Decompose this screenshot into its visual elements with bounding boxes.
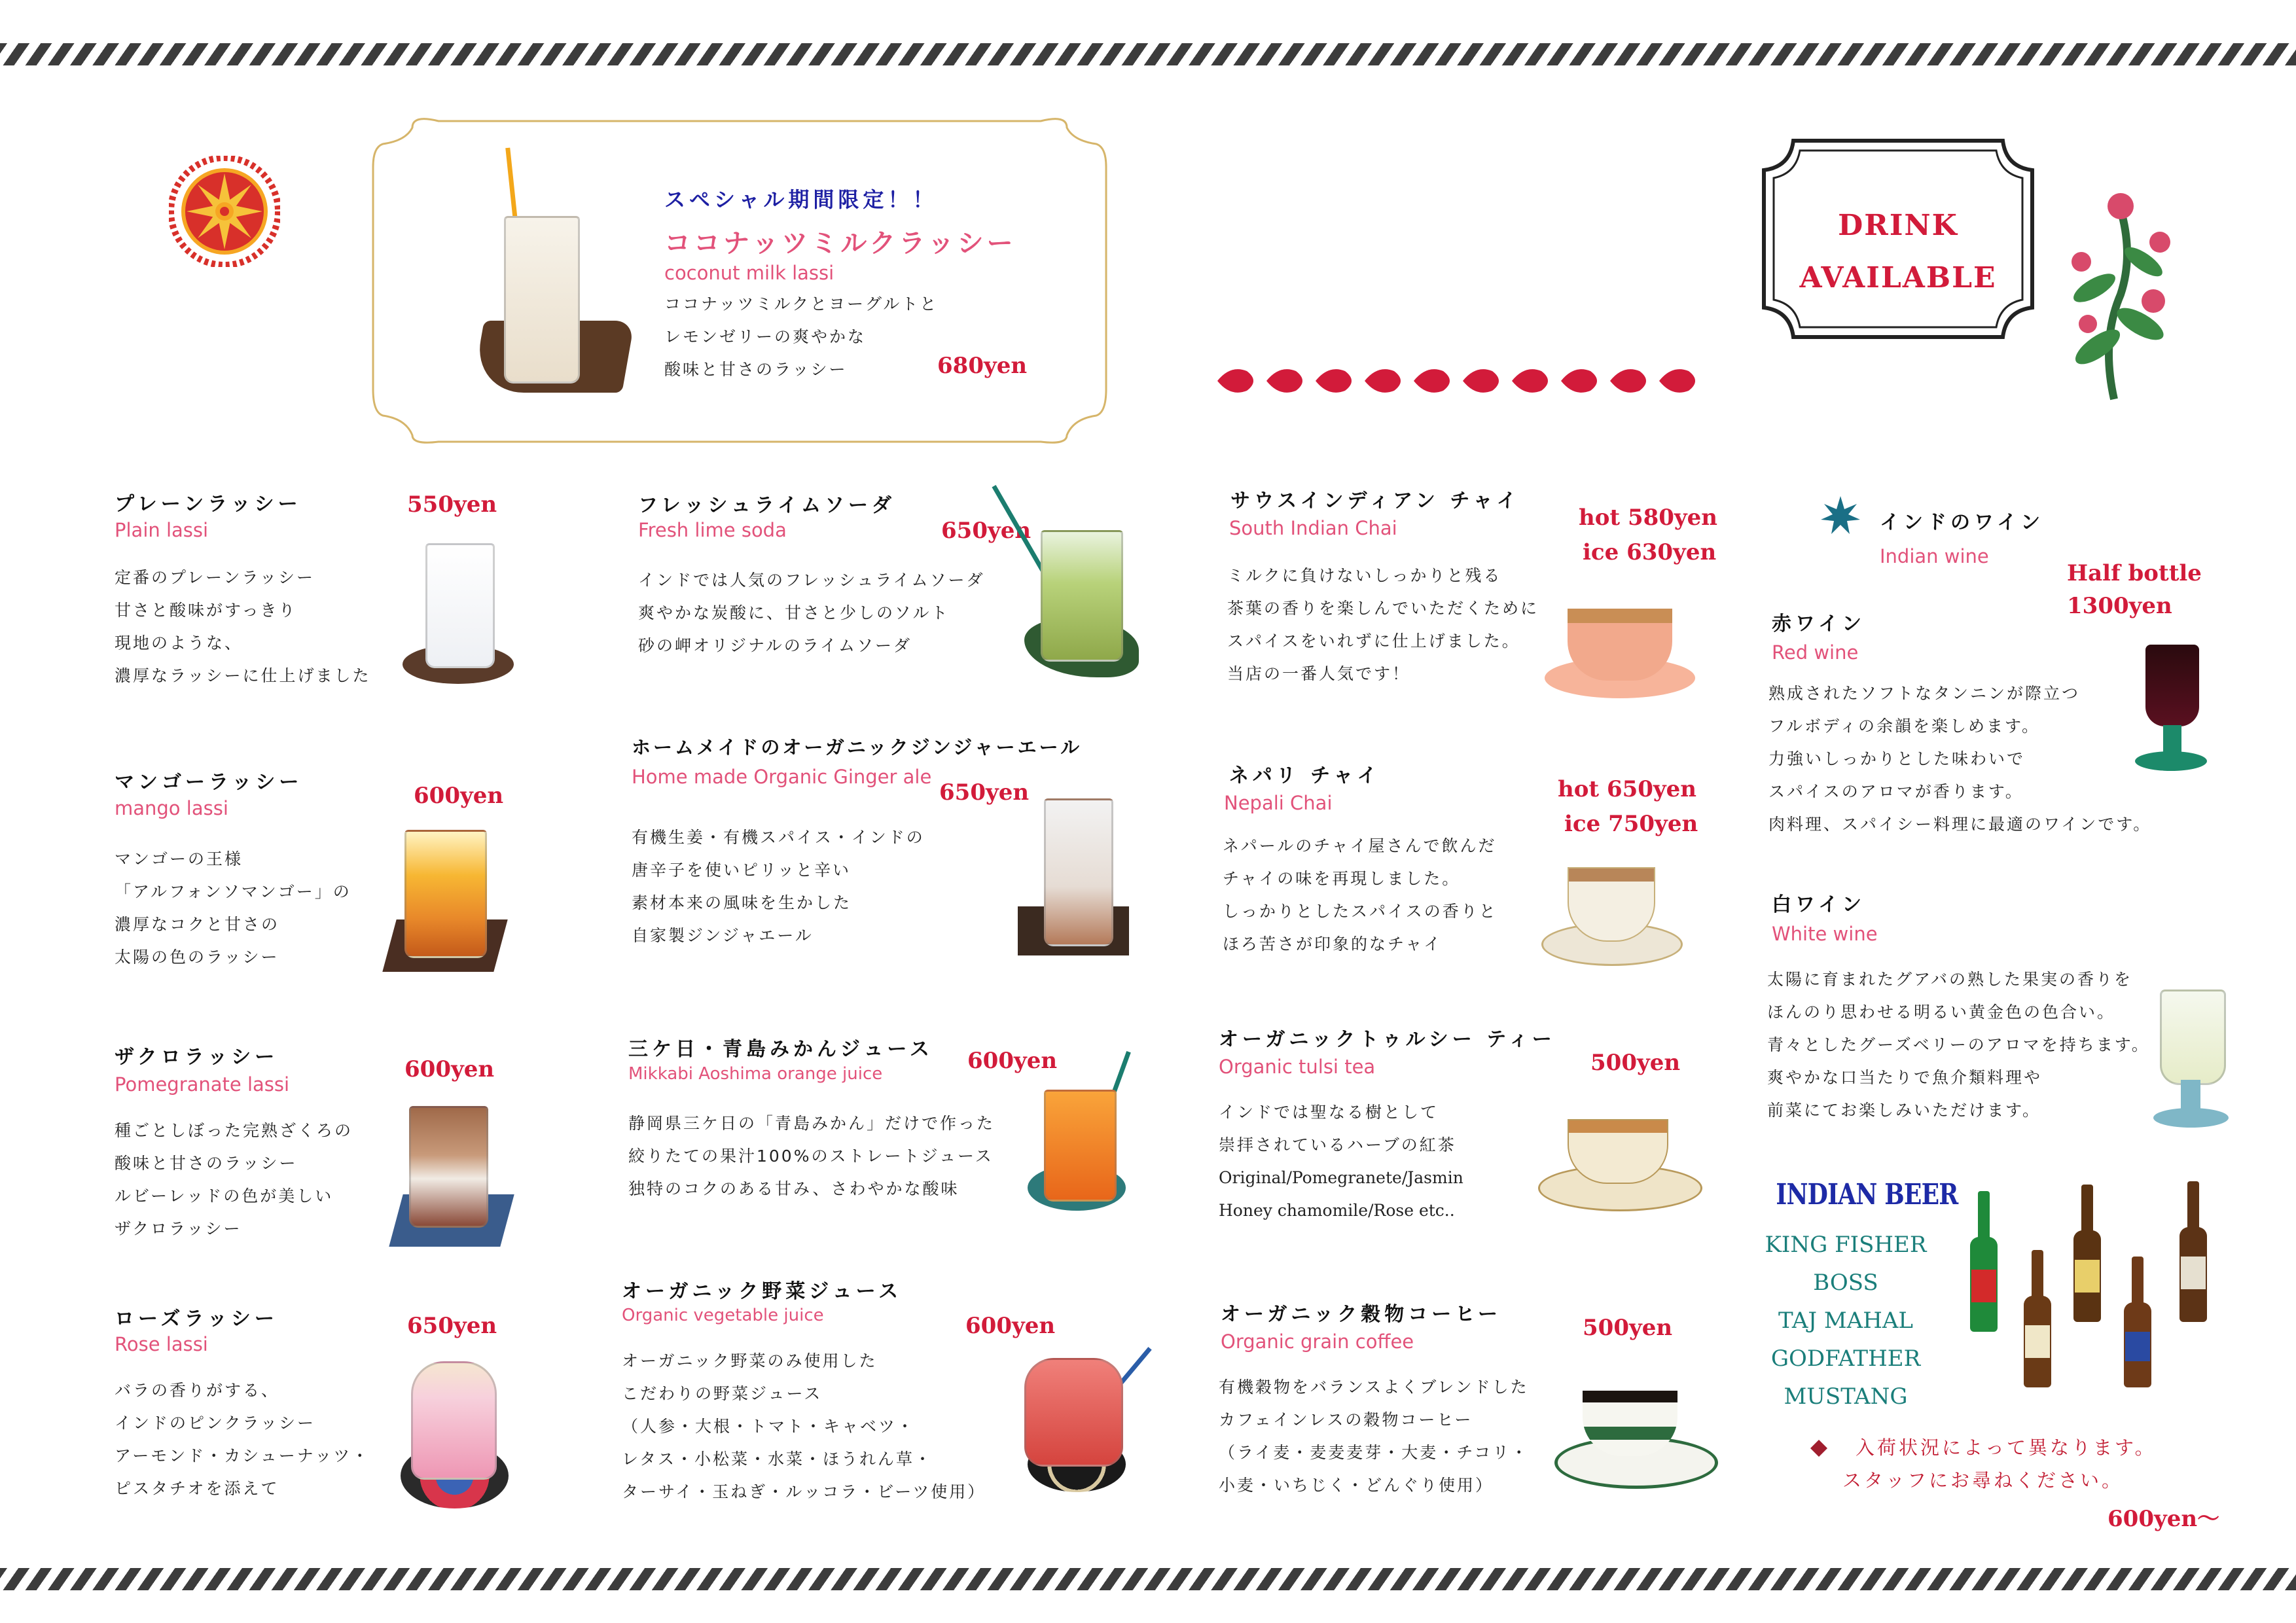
desc-line: 太陽に育まれたグアバの熟した果実の香りを [1767,970,2133,989]
desc-line: 甘さと酸味がすっきり [115,601,297,620]
desc-line: 独特のコクのある甘み、さわやかな酸味 [628,1179,960,1198]
taj-mahal-label [2075,1260,2100,1293]
desc-line: 現地のような、 [115,633,243,652]
white-wine-glass [2160,990,2226,1085]
item-price-hot: hot 580yen [1579,505,1718,531]
wine-price-label: Half bottle [2067,560,2202,586]
coconut-lassi-glass [504,216,580,383]
desc-line: 濃厚なラッシーに仕上げました [115,666,371,685]
item-desc [115,843,351,974]
item-name: マンゴーラッシー [115,771,303,794]
item-price: 600yen [965,1313,1056,1339]
desc-line: スパイスのアロマが香ります。 [1768,782,2024,801]
rose-lassi-glass [411,1361,497,1480]
item-name: ザクロラッシー [115,1046,279,1069]
white-wine-glass-base [2153,1108,2229,1128]
badge-line-drink: DRINK [1838,209,1958,242]
item-price-ice: ice 630yen [1583,539,1717,565]
special-english: coconut milk lassi [664,262,834,284]
item-english: Plain lassi [115,519,209,541]
item-desc [1219,1371,1529,1502]
item-price: 650yen [939,779,1030,806]
beer-note-line2: スタッフにお尋ねください。 [1842,1469,2124,1491]
red-wine-glass [2145,645,2199,726]
lime-soda-glass [1041,530,1123,662]
orange-juice-glass [1044,1090,1117,1202]
mango-lassi-glass [404,830,487,958]
wine-name: 白ワイン [1772,893,1866,916]
desc-line: 砂の岬オリジナルのライムソーダ [638,636,912,655]
item-price: 600yen [967,1048,1058,1074]
desc-line: 崇拝されているハーブの紅茶 [1219,1135,1456,1154]
badge-line-available: AVAILABLE [1799,261,1997,294]
desc-line: （ライ麦・麦麦麦芽・大麦・チコリ・ [1219,1443,1530,1462]
desc-line: チャイの味を再現しました。 [1223,869,1461,888]
desc-line: レモンゼリーの爽やかな [664,327,867,346]
beer-brand-list [1761,1226,1931,1416]
special-desc [664,288,938,386]
red-wine-glass-base [2135,751,2207,771]
south-indian-chai-cup [1568,609,1672,681]
wine-heading-english: Indian wine [1880,545,1989,567]
desc-line: 熟成されたソフトなタンニンが際立つ [1768,684,2081,703]
diamond-bullet-icon [1810,1440,1827,1457]
item-desc [1219,1096,1463,1227]
floral-ornament-icon [2062,183,2179,406]
star-burst-icon [1821,496,1860,535]
item-price: 500yen [1590,1050,1681,1076]
item-price: 650yen [941,518,1031,544]
desc-line: ターサイ・玉ねぎ・ルッコラ・ビーツ使用） [622,1482,986,1501]
item-name: オーガニックトゥルシー ティー [1219,1028,1556,1051]
wine-desc [1767,963,2150,1127]
desc-line: 定番のプレーンラッシー [115,568,315,587]
boss-label [2025,1325,2050,1358]
tulsi-tea-cup [1568,1119,1668,1184]
desc-line: 力強いしっかりとした味わいで [1768,749,2026,768]
desc-line: カフェインレスの穀物コーヒー [1219,1410,1473,1429]
desc-line: 茶葉の香りを楽しんでいただくために [1227,599,1539,618]
beer-brand: GODFATHER [1770,1346,1921,1372]
wine-name: 赤ワイン [1772,613,1866,635]
beer-brand: KING FISHER [1765,1232,1927,1258]
desc-line: ルビーレッドの色が美しい [115,1186,334,1205]
godfather-label [2125,1332,2150,1361]
desc-line: スパイスをいれずに仕上げました。 [1227,632,1520,651]
item-english: Rose lassi [115,1333,208,1355]
vegetable-juice-glass [1024,1358,1123,1467]
desc-line: インドでは人気のフレッシュライムソーダ [638,571,985,590]
desc-line: フルボディの余韻を楽しめます。 [1768,717,2041,736]
desc-line: レタス・小松菜・水菜・ほうれん草・ [622,1450,933,1469]
mustang-label [2181,1257,2206,1289]
item-price: 600yen [414,783,504,809]
item-english: Home made Organic Ginger ale [632,766,932,788]
badge-text [1754,200,2042,304]
beer-brand: TAJ MAHAL [1778,1308,1913,1334]
desc-line: 唐辛子を使いピリッと辛い [632,861,852,880]
desc-line: 肉料理、スパイシー料理に最適のワインです。 [1768,815,2152,834]
desc-line: 素材本来の風味を生かした [632,893,852,912]
item-english: Organic tulsi tea [1219,1056,1376,1078]
item-desc [1223,830,1498,961]
item-desc [628,1107,995,1205]
beer-note-line1: 入荷状況によって異なります。 [1856,1436,2157,1459]
item-desc [115,1374,370,1505]
item-name: ホームメイドのオーガニックジンジャーエール [632,736,1083,758]
item-price: 600yen [404,1056,495,1082]
desc-line: アーモンド・カシューナッツ・ [115,1446,370,1465]
desc-line: 「アルフォンソマンゴー」の [115,882,351,901]
item-english: Fresh lime soda [638,519,787,541]
grain-coffee-cup [1583,1391,1677,1456]
bottom-stripe-border [0,1568,2296,1590]
desc-line: 濃厚なコクと甘さの [115,915,280,934]
item-name: プレーンラッシー [115,493,302,516]
desc-line: ほろ苦さが印象的なチャイ [1223,935,1443,954]
desc-line: 種ごとしぼった完熟ざくろの [115,1121,353,1140]
desc-line: Honey chamomile/Rose etc.. [1219,1201,1455,1220]
item-price: 550yen [407,491,497,518]
desc-line: 太陽の色のラッシー [115,948,279,967]
wine-price: 1300yen [2067,593,2172,619]
desc-line: マンゴーの王様 [115,849,243,868]
item-name: ローズラッシー [115,1308,278,1330]
wine-desc [1768,677,2151,841]
desc-line: 自家製ジンジャエール [632,926,814,945]
item-desc [115,562,371,692]
desc-line: 爽やかな口当たりで魚介類料理や [1767,1068,2043,1087]
item-desc [632,821,925,952]
item-price-hot: hot 650yen [1558,776,1697,802]
item-name: ネパリ チャイ [1229,764,1381,787]
desc-line: 酸味と甘さのラッシー [115,1154,298,1173]
desc-line: ザクロラッシー [115,1219,242,1238]
desc-line: 静岡県三ケ日の「青島みかん」だけで作った [628,1114,996,1133]
item-price-ice: ice 750yen [1564,811,1698,837]
desc-line: 小麦・いちじく・どんぐり使用） [1219,1476,1494,1495]
item-price: 500yen [1583,1315,1673,1341]
desc-line: 爽やかな炭酸に、甘さと少しのソルト [638,603,950,622]
pomegranate-lassi-glass [409,1106,488,1228]
desc-line: 当店の一番人気です！ [1227,664,1411,683]
wine-english: Red wine [1772,641,1859,664]
ginger-ale-glass [1044,798,1113,946]
item-desc [1227,560,1539,690]
desc-line: （人参・大根・トマト・キャベツ・ [622,1417,916,1436]
item-desc [115,1115,353,1245]
desc-line: 有機穀物をバランスよくブレンドした [1219,1378,1529,1397]
beer-price: 600yen〜 [2108,1506,2220,1532]
kingfisher-label [1971,1270,1996,1302]
desc-line: しっかりとしたスパイスの香りと [1223,902,1498,921]
desc-line: ココナッツミルクとヨーグルトと [664,294,939,313]
desc-line: こだわりの野菜ジュース [622,1384,823,1403]
item-price: 650yen [407,1313,497,1339]
top-stripe-border [0,43,2296,65]
item-english: Nepali Chai [1224,792,1333,814]
item-english: Organic grain coffee [1221,1330,1414,1353]
desc-line: インドのピンクラッシー [115,1414,316,1433]
desc-line: インドでは聖なる樹として [1219,1103,1439,1122]
desc-line: 前菜にてお楽しみいただけます。 [1767,1101,2041,1120]
desc-line: 有機生姜・有機スパイス・インドの [632,828,925,847]
item-name: オーガニック穀物コーヒー [1221,1303,1501,1326]
beer-heading: INDIAN BEER [1776,1178,1958,1211]
beer-brand: MUSTANG [1784,1383,1908,1410]
desc-line: 酸味と甘さのラッシー [664,360,848,379]
item-desc [622,1345,986,1508]
desc-line: ほんのり思わせる明るい黄金色の色合い。 [1767,1003,2116,1022]
leaf-border-ornament [1211,361,1702,401]
item-english: South Indian Chai [1229,517,1397,539]
desc-line: ミルクに負けないしっかりと残る [1227,566,1502,585]
white-wine-glass-stem [2181,1080,2200,1109]
desc-line: 青々としたグーズベリーのアロマを持ちます。 [1767,1035,2150,1054]
item-name: サウスインディアン チャイ [1230,490,1520,512]
red-wine-glass-stem [2163,725,2181,753]
desc-line: オーガニック野菜のみ使用した [622,1351,878,1370]
item-name: オーガニック野菜ジュース [622,1280,903,1303]
mandala-ornament-icon [169,156,280,267]
item-name: 三ケ日・青島みかんジュース [628,1038,933,1061]
item-desc [638,564,985,662]
special-tag: スペシャル期間限定！！ [664,187,938,212]
item-english: mango lassi [115,797,228,819]
wine-heading: インドのワイン [1880,511,2045,534]
item-english: Mikkabi Aoshima orange juice [628,1064,883,1084]
special-name: ココナッツミルクラッシー [664,228,1016,259]
item-english: Organic vegetable juice [622,1306,824,1325]
wine-english: White wine [1772,923,1878,945]
desc-line: ネパールのチャイ屋さんで飲んだ [1223,836,1497,855]
desc-line: 絞りたての果汁100%のストレートジュース [628,1147,994,1166]
beer-brand: BOSS [1813,1270,1878,1296]
plain-lassi-glass [425,543,495,668]
desc-line: ピスタチオを添えて [115,1479,279,1498]
item-name: フレッシュライムソーダ [638,494,895,517]
desc-line: Original/Pomegranete/Jasmin [1219,1168,1463,1187]
desc-line: バラの香りがする、 [115,1381,280,1400]
item-english: Pomegranate lassi [115,1073,290,1096]
special-price: 680yen [937,353,1028,379]
nepali-chai-cup [1568,867,1655,942]
